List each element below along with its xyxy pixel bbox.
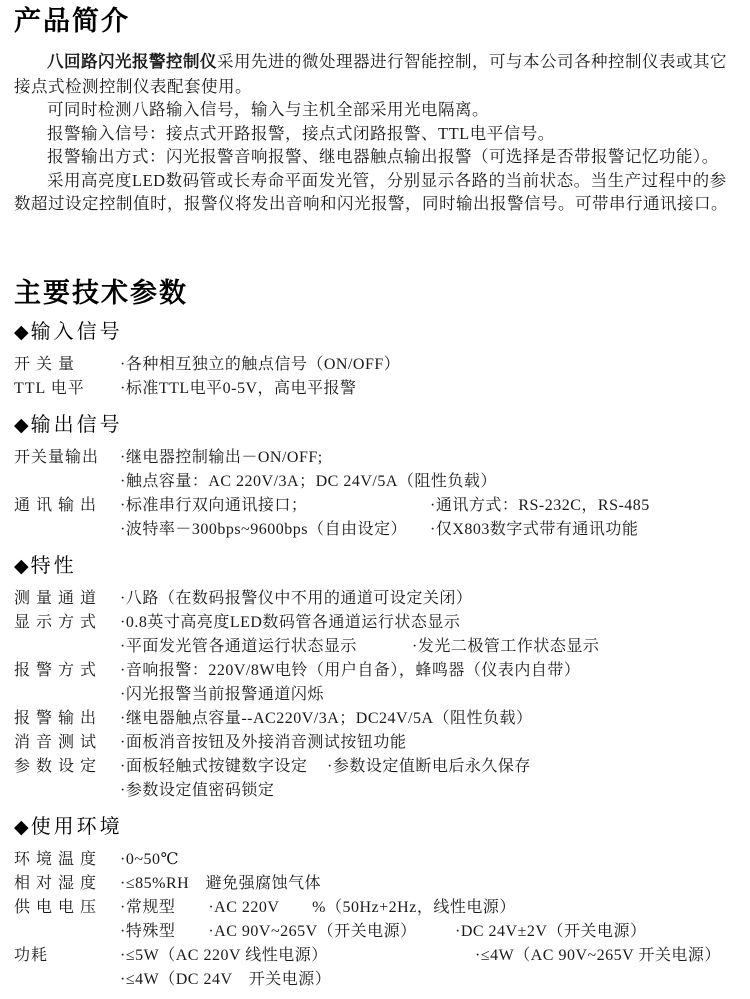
spec-value-secondary: ·参数设定值断电后永久保存	[327, 757, 531, 775]
spec-value: ·0.8英寸高亮度LED数码管各通道运行状态显示	[120, 613, 461, 631]
spec-row	[14, 944, 736, 968]
spec-row	[14, 779, 736, 803]
spec-value: ·标准串行双向通讯接口；	[120, 496, 308, 514]
spec-section-output-signals	[14, 413, 736, 542]
spec-row	[14, 518, 736, 542]
spec-label: 消 音 测 试	[14, 733, 98, 751]
spec-value: ·≤85%RH 避免强腐蚀气体	[120, 874, 322, 892]
intro-paragraph-text: 可同时检测八路输入信号，输入与主机全部采用光电隔离。	[47, 100, 489, 119]
spec-value: ·继电器控制输出－ON/OFF;	[120, 448, 323, 466]
diamond-icon: ◆	[14, 414, 29, 436]
spec-label	[14, 470, 120, 494]
intro-paragraph-text: 报警输入信号：接点式开路报警，接点式闭路报警、TTL电平信号。	[47, 123, 555, 143]
spec-label: 开关量输出	[14, 448, 100, 466]
spec-label: 供 电 电 压	[14, 898, 98, 916]
spec-row	[14, 755, 736, 779]
spec-value: ·0~50℃	[120, 850, 179, 868]
spec-section-features	[14, 554, 736, 803]
spec-label: 报 警 输 出	[14, 709, 98, 727]
spec-row	[14, 635, 736, 659]
spec-label: 测 量 通 道	[14, 589, 98, 607]
section-title: 特性	[30, 554, 77, 577]
spec-label	[14, 518, 120, 542]
spec-value: ·特殊型 ·AC 90V~265V（开关电源）	[120, 922, 417, 940]
spec-value: ·波特率－300bps~9600bps（自由设定）	[120, 520, 407, 538]
spec-row	[14, 707, 736, 731]
spec-value: ·继电器触点容量--AC220V/3A；DC24V/5A（阻性负载）	[120, 709, 533, 727]
spec-value-secondary: ·≤4W（AC 90V~265V 开关电源）	[475, 946, 721, 964]
intro-paragraph-text: 采用先进的微处理器进行智能控制，可与本公司各种控制仪表或其它接点式检测控制仪表配套使用。	[14, 52, 727, 96]
section-heading	[14, 554, 736, 579]
section-heading	[14, 413, 736, 438]
spec-value: ·≤5W（AC 220V 线性电源）	[120, 946, 328, 964]
spec-value-secondary: ·通讯方式：RS-232C，RS-485	[430, 496, 650, 514]
spec-section-environment	[14, 815, 736, 992]
page-title-intro: 产品简介	[14, 6, 130, 36]
spec-value: ·面板轻触式按键数字设定	[120, 757, 308, 775]
spec-value-secondary: ·发光二极管工作状态显示	[412, 637, 600, 655]
spec-value: ·≤4W（DC 24V 开关电源）	[120, 970, 332, 988]
spec-label: 参 数 设 定	[14, 757, 98, 775]
spec-label	[14, 968, 120, 992]
spec-value: ·参数设定值密码锁定	[120, 781, 275, 799]
spec-row	[14, 611, 736, 635]
spec-label: TTL 电平	[14, 379, 85, 397]
spec-label: 通 讯 输 出	[14, 496, 98, 514]
spec-value: ·触点容量：AC 220V/3A；DC 24V/5A（阻性负载）	[120, 472, 497, 490]
diamond-icon: ◆	[14, 321, 29, 343]
intro-paragraph	[14, 50, 736, 98]
spec-row	[14, 587, 736, 611]
spec-row	[14, 353, 736, 377]
spec-row	[14, 872, 736, 896]
spec-row	[14, 470, 736, 494]
spec-row	[14, 731, 736, 755]
spec-section-input-signals	[14, 320, 736, 401]
spec-value: ·平面发光管各通道运行状态显示	[120, 637, 357, 655]
intro-paragraph-text: 报警输出方式：闪光报警音响报警、继电器触点输出报警（可选择是否带报警记忆功能）。	[47, 147, 719, 166]
spec-value: ·八路（在数码报警仪中不用的通道可设定关闭）	[120, 589, 473, 607]
intro-paragraph	[14, 145, 736, 169]
spec-row	[14, 683, 736, 707]
spec-value: ·音响报警：220V/8W电铃（用户自备），蜂鸣器（仪表内自带）	[120, 661, 581, 679]
page-title-specs: 主要技术参数	[14, 277, 188, 308]
intro-section	[14, 50, 736, 216]
spec-value: ·闪光报警当前报警通道闪烁	[120, 685, 324, 703]
spec-row	[14, 920, 736, 944]
spec-row	[14, 494, 736, 518]
intro-paragraph	[14, 122, 736, 146]
spec-label: 开 关 量	[14, 355, 76, 373]
spec-row	[14, 446, 736, 470]
spec-label: 报 警 方 式	[14, 661, 98, 679]
spec-label	[14, 920, 120, 944]
section-heading	[14, 815, 736, 840]
section-title: 输出信号	[30, 413, 123, 436]
spec-value-secondary: ·DC 24V±2V（开关电源）	[455, 922, 647, 940]
spec-label	[14, 635, 120, 659]
spec-label: 功耗	[14, 946, 49, 964]
spec-row	[14, 968, 736, 992]
intro-paragraph	[14, 169, 736, 216]
diamond-icon: ◆	[14, 816, 29, 838]
section-heading	[14, 320, 736, 345]
intro-paragraph-text: 采用高亮度LED数码管或长寿命平面发光管，分别显示各路的当前状态。当生产过程中的参数超过设定控制值时，报警仪将发出音响和闪光报警，同时输出报警信号。可带串行通讯接口。	[14, 170, 728, 213]
spec-row	[14, 896, 736, 920]
diamond-icon: ◆	[14, 555, 29, 577]
spec-value: ·各种相互独立的触点信号（ON/OFF）	[120, 355, 401, 373]
spec-value: ·面板消音按钮及外接消音测试按钮功能	[120, 733, 407, 751]
spec-value: ·标准TTL电平0-5V，高电平报警	[120, 379, 357, 397]
section-title: 输入信号	[30, 320, 123, 343]
spec-label: 环 境 温 度	[14, 850, 98, 868]
spec-row	[14, 377, 736, 401]
intro-paragraph-lead: 八回路闪光报警控制仪	[47, 53, 217, 71]
intro-paragraph	[14, 98, 736, 122]
spec-label: 显 示 方 式	[14, 613, 98, 631]
spec-row	[14, 848, 736, 872]
spec-row	[14, 659, 736, 683]
section-title: 使用环境	[30, 815, 123, 838]
spec-value-secondary: ·仅X803数字式带有通讯功能	[430, 520, 639, 538]
spec-label: 相 对 湿 度	[14, 874, 98, 892]
spec-label	[14, 683, 120, 707]
spec-label	[14, 779, 120, 803]
spec-value: ·常规型 ·AC 220V %（50Hz+2Hz，线性电源）	[120, 898, 516, 916]
